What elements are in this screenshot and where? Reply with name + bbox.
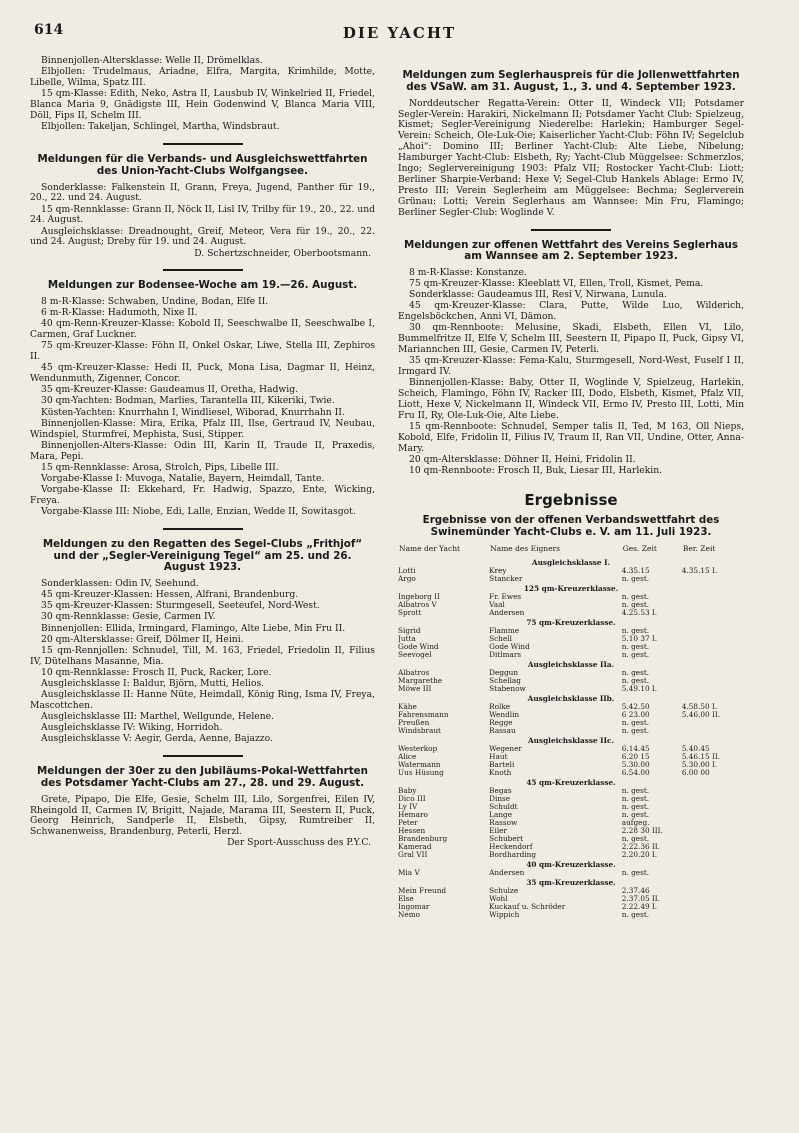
- paragraph: 8 m-R-Klasse: Schwaben, Undine, Bodan, Elfe II.: [41, 296, 269, 308]
- corrected-time-cell: [682, 835, 744, 843]
- class-heading: 35 qm-Kreuzerklasse.: [526, 877, 616, 887]
- table-row: [398, 851, 744, 859]
- paragraph: 15 qm-Rennjollen: Schnudel, Till, M. 163, Friedel, Friedolin II, Filius IV, Dütelhans Masanne, Mia.: [30, 644, 375, 667]
- paragraph: Ausgleichsklasse: Dreadnought, Greif, Meteor, Vera für 19., 20., 22. und 24. August; Dreby für 19. und 24. August.: [30, 225, 375, 248]
- paragraph: 45 qm-Kreuzer-Klasse: Hedi II, Puck, Mona Lisa, Dagmar II, Heinz, Wendunmuth, Zigenner, Concor.: [30, 362, 375, 385]
- total-time-cell: 6.54.00: [621, 768, 650, 777]
- results-table: [398, 544, 744, 919]
- yacht-name-cell: Fahrensmann: [398, 710, 449, 719]
- yacht-name-cell: Argo: [398, 574, 416, 583]
- corrected-time-cell: [682, 627, 744, 635]
- yacht-name-cell: Dico III: [398, 794, 426, 803]
- section-divider: [531, 229, 611, 231]
- total-time-cell: 2.22.49 I.: [621, 902, 658, 911]
- paragraph: Ausgleichsklasse I: Baldur, Björn, Mutti, Helios.: [41, 677, 265, 689]
- corrected-time-cell: [682, 787, 744, 795]
- yacht-name-cell: Lotti: [398, 566, 416, 575]
- table-row: [398, 719, 744, 727]
- class-heading-row: [398, 659, 744, 669]
- total-time-cell: n. gest.: [621, 834, 650, 843]
- total-time-cell: n. gest.: [621, 726, 650, 735]
- paragraph: 40 qm-Renn-Kreuzer-Klasse: Kobold II, Seeschwalbe II, Seeschwalbe I, Carmen, Graf Luckner.: [30, 318, 375, 341]
- owner-name-cell: Stancker: [489, 574, 523, 583]
- paragraph: 6 m-R-Klasse: Hadumoth, Nixe II.: [41, 307, 198, 319]
- yacht-name-cell: Albatros: [398, 668, 430, 677]
- owner-name-cell: Heckendorf: [489, 842, 533, 851]
- table-row: [398, 627, 744, 635]
- corrected-time-cell: [682, 895, 744, 903]
- owner-name-cell: Schell: [489, 634, 512, 643]
- owner-name-cell: Begas: [489, 786, 512, 795]
- corrected-time-cell: [682, 819, 744, 827]
- table-row: [398, 827, 744, 835]
- owner-name-cell: Krey: [489, 566, 507, 575]
- table-row: [398, 843, 744, 851]
- paragraph: Binnenjollen: Ellida, Irmingard, Flamingo, Alte Liebe, Min Fru II.: [41, 622, 346, 634]
- paragraph: Binnenjollen-Altersklasse: Welle II, Drömelklas.: [41, 55, 263, 66]
- class-heading: Ausgleichsklasse IIc.: [528, 735, 614, 745]
- paragraph: 10 qm-Rennboote: Frosch II, Buk, Liesar III, Harlekin.: [409, 465, 663, 477]
- class-heading: 45 qm-Kreuzerklasse.: [526, 777, 616, 787]
- owner-name-cell: Haut: [489, 752, 508, 761]
- table-row: [398, 895, 744, 903]
- total-time-cell: 2.22.36 II.: [621, 842, 661, 851]
- section-heading: Meldungen der 30er zu den Jubiläums-Pokal-Wettfahrten des Potsdamer Yacht-Clubs am 27., 28. und 29. August.: [37, 765, 368, 789]
- total-time-cell: n. gest.: [621, 668, 650, 677]
- paragraph: 75 qm-Kreuzer-Klasse: Kleeblatt VI, Ellen, Troll, Kismet, Pema.: [409, 278, 704, 290]
- owner-name-cell: Ditlmars: [489, 650, 522, 659]
- table-row: [398, 711, 744, 719]
- paragraph: Norddeutscher Regatta-Verein: Otter II, Windeck VII; Potsdamer Segler-Verein: Harakiri, Nickelmann II; Potsdamer Yacht Club: Spielzeug, Kismet; Segler-Vereinigung Niederelbe: Harlekin; Hamburger Segel-Verein: Scheich, Ole-Luk-Oie; Kaiserlicher Yacht-Club: Föhn IV; Segelclub „Ahoi“: Domino III; Berliner Yacht-Club: Alte Liebe, Nibelung; Hamburger Yacht-Club: Elsbeth, Ry; Yacht-Club Müggelsee: Schmerzlos, Ingo; Seglervereinigung 1903: Pfalz VII; Rostocker Yacht-Club: Liott; Berliner Sharpie-Verband: Hexe V; Segel-Club Hankels Ablage: Ermo IV, Presto III; Verein Seglerheim am Müggelsee: Bechma; Seglerverein Grünau: Lotti; Verein Seglerhaus am Wannsee: Min Fru, Flamingo; Berliner Segler-Club: Woglinde V.: [398, 97, 744, 218]
- column-header: Name der Yacht: [399, 543, 461, 553]
- corrected-time-cell: [682, 827, 744, 835]
- owner-name-cell: Regge: [489, 718, 513, 727]
- section-bodensee: [30, 280, 375, 517]
- total-time-cell: n. gest.: [621, 718, 650, 727]
- yacht-name-cell: Watermann: [398, 760, 441, 769]
- yacht-name-cell: Kähe: [398, 702, 417, 711]
- paragraph: Binnenjollen-Alters-Klasse: Odin III, Karin II, Traude II, Praxedis, Mara, Pepi.: [30, 439, 375, 462]
- top-entries: [30, 56, 375, 133]
- corrected-time-cell: [682, 669, 744, 677]
- results-section: [398, 491, 744, 919]
- table-row: [398, 651, 744, 659]
- owner-name-cell: Fr. Ewes: [489, 592, 522, 601]
- yacht-name-cell: Ingeborg II: [398, 592, 440, 601]
- table-row: [398, 601, 744, 609]
- owner-name-cell: Vaal: [489, 600, 505, 609]
- paragraph: 45 qm-Kreuzer-Klasse: Clara, Putte, Wilde Luo, Wilderich, Engelsböckchen, Anni VI, Dämon.: [398, 300, 744, 323]
- yacht-name-cell: Albatros V: [398, 600, 437, 609]
- table-row: [398, 677, 744, 685]
- total-time-cell: 2.37.46: [621, 886, 650, 895]
- table-row: [398, 803, 744, 811]
- corrected-time-cell: [682, 575, 744, 583]
- total-time-cell: n. gest.: [621, 642, 650, 651]
- yacht-name-cell: Peter: [398, 818, 418, 827]
- paragraph: 15 qm-Rennklasse: Arosa, Strolch, Pips, Libelle III.: [41, 461, 279, 473]
- paragraph: Vorgabe-Klasse II: Ekkehard, Fr. Hadwig, Spazzo, Ente, Wicking, Freya.: [30, 483, 375, 506]
- owner-name-cell: Andersen: [489, 868, 525, 877]
- owner-name-cell: Lange: [489, 810, 513, 819]
- owner-name-cell: Schulze: [489, 886, 519, 895]
- paragraph: 30 qm-Yachten: Bodman, Marlies, Tarantella III, Kikeriki, Twie.: [41, 395, 335, 407]
- total-time-cell: 5.30.00: [621, 760, 650, 769]
- class-heading: Ausgleichsklasse IIb.: [527, 693, 615, 703]
- paragraph: 30 qm-Rennboote: Melusine, Skadi, Elsbeth, Ellen VI, Lilo, Bummelfritze II, Elfe V, Schelm III, Seestern II, Pipapo II, Puck, Gipsy VI, Mariannchen III, Gesie, Carmen IV, Peterli.: [398, 322, 744, 356]
- total-time-cell: 5.10 37 I.: [621, 634, 658, 643]
- owner-name-cell: Schellag: [489, 676, 521, 685]
- section-frithjof-tegel: [30, 539, 375, 745]
- table-row: [398, 635, 744, 643]
- paragraph: Binnenjollen-Klasse: Mira, Erika, Pfalz III, Ilse, Gertraud IV, Neubau, Windspiel, Sturmfrei, Mephista, Susi, Stipper.: [30, 417, 375, 440]
- yacht-name-cell: Seevogel: [398, 650, 432, 659]
- yacht-name-cell: Hessen: [398, 826, 426, 835]
- table-row: [398, 811, 744, 819]
- yacht-name-cell: Möwe III: [398, 684, 432, 693]
- corrected-time-cell: [682, 887, 744, 895]
- class-heading-row: [398, 557, 744, 567]
- corrected-time-cell: [682, 651, 744, 659]
- corrected-time-cell: [682, 635, 744, 643]
- owner-name-cell: Rassau: [489, 726, 516, 735]
- corrected-time-cell: [682, 803, 744, 811]
- section-heading: Meldungen zu den Regatten des Segel-Clubs „Frithjof“ und der „Segler-Vereinigung Tegel“ am 25. und 26. August 1923.: [42, 537, 363, 574]
- paragraph: Ausgleichsklasse V: Aegir, Gerda, Aenne, Bajazzo.: [41, 733, 273, 745]
- owner-name-cell: Kuckauf u. Schröder: [489, 902, 566, 911]
- table-row: [398, 819, 744, 827]
- yacht-name-cell: Brandenburg: [398, 834, 448, 843]
- total-time-cell: n. gest.: [621, 592, 650, 601]
- total-time-cell: 6.14.45: [621, 744, 650, 753]
- corrected-time-cell: 4.35.15 I.: [681, 566, 718, 575]
- paragraph: Vorgabe-Klasse III: Niobe, Edi, Lalle, Enzian, Wedde II, Sowitasgot.: [41, 505, 356, 517]
- section-divider: [163, 528, 243, 530]
- total-time-cell: n. gest.: [621, 868, 650, 877]
- total-time-cell: n. gest.: [621, 626, 650, 635]
- class-heading: 75 qm-Kreuzerklasse.: [526, 617, 616, 627]
- owner-name-cell: Barteli: [489, 760, 515, 769]
- yacht-name-cell: Jutta: [398, 634, 416, 643]
- yacht-name-cell: Nemo: [398, 910, 421, 919]
- paragraph: Sonderklasse: Falkenstein II, Grann, Freya, Jugend, Panther für 19., 20., 22. und 24. August.: [30, 181, 375, 204]
- table-row: [398, 703, 744, 711]
- corrected-time-cell: [682, 609, 744, 617]
- total-time-cell: 4.35.15: [621, 566, 650, 575]
- total-time-cell: n. gest.: [621, 574, 650, 583]
- paragraph: Sonderklassen: Odin IV, Seehund.: [41, 578, 199, 590]
- yacht-name-cell: Else: [398, 894, 414, 903]
- column-header: Ber. Zeit: [682, 543, 716, 553]
- total-time-cell: 5.49.10 I.: [621, 684, 658, 693]
- table-row: [398, 643, 744, 651]
- class-heading: Ausgleichsklasse I.: [531, 557, 611, 567]
- total-time-cell: n. gest.: [621, 600, 650, 609]
- owner-name-cell: Eiler: [489, 826, 507, 835]
- total-time-cell: 6.20 15: [621, 752, 650, 761]
- total-time-cell: 2.37.05 II.: [621, 894, 661, 903]
- total-time-cell: 6 23.00: [621, 710, 650, 719]
- paragraph: Ausgleichsklasse II: Hanne Nüte, Heimdall, König Ring, Isma IV, Freya, Mascottchen.: [30, 688, 375, 711]
- section-heading: Meldungen für die Verbands- und Ausgleichswettfahrten des Union-Yacht-Clubs Wolfgangsee.: [37, 152, 368, 177]
- corrected-time-cell: [682, 601, 744, 609]
- column-header: Ges. Zeit: [622, 543, 657, 553]
- total-time-cell: n. gest.: [621, 786, 650, 795]
- paragraph: 30 qm-Rennklasse: Gesie, Carmen IV.: [41, 611, 216, 623]
- class-heading: 40 qm-Kreuzerklasse.: [526, 859, 616, 869]
- corrected-time-cell: [682, 593, 744, 601]
- total-time-cell: 4.25.53 I.: [621, 608, 658, 617]
- class-heading: 125 qm-Kreuzerklasse.: [523, 583, 619, 593]
- owner-name-cell: Schubert: [489, 834, 524, 843]
- total-time-cell: 2.20.20 I.: [621, 850, 658, 859]
- owner-name-cell: Wippich: [489, 910, 520, 919]
- paragraph: Binnenjollen-Klasse: Baby, Otter II, Woglinde V, Spielzeug, Harlekin, Scheich, Flamingo, Föhn IV, Racker III, Dodo, Elsbeth, Kismet, Pfalz VII, Liott, Hexe V, Nickelmann II, Windeck VII, Ermo IV, Presto III, Lotti, Min Fru II, Ry, Ole-Luk-Oie, Alte Liebe.: [398, 377, 744, 422]
- total-time-cell: aufgeg.: [621, 818, 650, 827]
- yacht-name-cell: Uus Hüsung: [398, 768, 444, 777]
- paragraph: 10 qm-Rennklasse: Frosch II, Puck, Racker, Lore.: [41, 666, 272, 678]
- section-wannsee: [398, 240, 744, 478]
- table-row: [398, 685, 744, 693]
- class-heading-row: [398, 877, 744, 887]
- table-row: [398, 761, 744, 769]
- yacht-name-cell: Hemaro: [398, 810, 428, 819]
- paragraph: 35 qm-Kreuzer-Klassen: Sturmgesell, Seeteufel, Nord-West.: [41, 600, 320, 612]
- section-heading: Meldungen zur offenen Wettfahrt des Vereins Seglerhaus am Wannsee am 2. September 1923.: [403, 238, 739, 263]
- owner-name-cell: Schuldt: [489, 802, 518, 811]
- owner-name-cell: Rassow: [489, 818, 518, 827]
- corrected-time-cell: [682, 851, 744, 859]
- section-seglerhauspreis: [398, 70, 744, 219]
- corrected-time-cell: [682, 911, 744, 919]
- page-number: 614: [34, 22, 64, 38]
- class-heading: Ausgleichsklasse IIa.: [527, 659, 615, 669]
- yacht-name-cell: Windsbraut: [398, 726, 441, 735]
- total-time-cell: 5.42.50: [621, 702, 650, 711]
- class-heading-row: [398, 859, 744, 869]
- owner-name-cell: Flamme: [489, 626, 520, 635]
- paragraph: Elbjollen: Takeljan, Schlingel, Martha, Windsbraut.: [41, 121, 280, 132]
- owner-name-cell: Knoth: [489, 768, 512, 777]
- section-potsdam-jubilee: [30, 766, 375, 849]
- yacht-name-cell: Margarethe: [398, 676, 443, 685]
- table-row: [398, 911, 744, 919]
- total-time-cell: 2.28 30 III.: [621, 826, 663, 835]
- table-row: [398, 795, 744, 803]
- table-row: [398, 745, 744, 753]
- owner-name-cell: Dinse: [489, 794, 511, 803]
- corrected-time-cell: [682, 643, 744, 651]
- section-heading: Meldungen zum Seglerhauspreis für die Jollenwettfahrten des VSaW. am 31. August, 1., 3. und 4. September 1923.: [402, 69, 740, 93]
- paragraph: Ausgleichsklasse III: Marthel, Wellgunde, Helene.: [41, 710, 274, 722]
- owner-name-cell: Andersen: [489, 608, 525, 617]
- table-row: [398, 575, 744, 583]
- paragraph: 20 qm-Altersklasse: Döhner II, Heini, Fridolin II.: [409, 454, 636, 466]
- yacht-name-cell: Westerkop: [398, 744, 438, 753]
- paragraph: Sonderklasse: Gaudeamus III, Resi V, Nirwana, Lunula.: [409, 289, 667, 301]
- owner-name-cell: Stabenow: [489, 684, 526, 693]
- table-row: [398, 835, 744, 843]
- paragraph: Küsten-Yachten: Knurrhahn I, Windliesel, Wiborad, Knurrhahn II.: [41, 406, 345, 418]
- yacht-name-cell: Ingomar: [398, 902, 430, 911]
- table-row: [398, 753, 744, 761]
- paragraph: 15 qm-Rennklasse: Grann II, Nöck II, Lisl IV, Trilby für 19., 20., 22. und 24. August.: [30, 203, 376, 226]
- total-time-cell: n. gest.: [621, 802, 650, 811]
- paragraph: 15 qm-Klasse: Edith, Neko, Astra II, Lausbub IV, Winkelried II, Friedel, Blanca Maria 9, Gnädigste III, Hein Godenwind V, Blanca Maria VIII, Döll, Fips II, Schelm III.: [30, 88, 375, 121]
- corrected-time-cell: [682, 685, 744, 693]
- total-time-cell: n. gest.: [621, 650, 650, 659]
- corrected-time-cell: [682, 843, 744, 851]
- table-row: [398, 787, 744, 795]
- corrected-time-cell: 5.46.15 II.: [681, 752, 721, 761]
- yacht-name-cell: Gode Wind: [398, 642, 439, 651]
- yacht-name-cell: Gral VII: [398, 850, 428, 859]
- total-time-cell: n. gest.: [621, 810, 650, 819]
- corrected-time-cell: [682, 719, 744, 727]
- corrected-time-cell: [682, 677, 744, 685]
- left-column: [30, 56, 375, 849]
- paragraph: Vorgabe-Klasse I: Muvoga, Natalie, Bayern, Heimdall, Tante.: [41, 472, 325, 484]
- yacht-name-cell: Sprott: [398, 608, 422, 617]
- table-row: [398, 903, 744, 911]
- results-header-row: [398, 544, 744, 557]
- paragraph: 35 qm-Kreuzer-Klasse: Gaudeamus II, Oretha, Hadwig.: [41, 384, 299, 396]
- owner-name-cell: Wohl: [489, 894, 508, 903]
- yacht-name-cell: Baby: [398, 786, 417, 795]
- corrected-time-cell: [682, 903, 744, 911]
- yacht-name-cell: Preußen: [398, 718, 430, 727]
- paragraph: 45 qm-Kreuzer-Klassen: Hessen, Alfrani, Brandenburg.: [41, 589, 299, 601]
- class-heading-row: [398, 693, 744, 703]
- table-row: [398, 887, 744, 895]
- owner-name-cell: Bordharding: [489, 850, 536, 859]
- results-body: [398, 557, 744, 919]
- owner-name-cell: Deggun: [489, 668, 519, 677]
- total-time-cell: n. gest.: [621, 910, 650, 919]
- running-head: DIE YACHT: [342, 24, 457, 42]
- corrected-time-cell: 4.58.50 I.: [681, 702, 718, 711]
- signature-line: D. Schertzschneider, Oberbootsmann.: [194, 247, 371, 259]
- paragraph: Elbjollen: Trudelmaus, Ariadne, Elfra, Margita, Krimhilde, Motte, Libelle, Wilma, Spatz III.: [30, 66, 375, 88]
- corrected-time-cell: 5.40.45: [681, 744, 710, 753]
- yacht-name-cell: Alice: [398, 752, 417, 761]
- class-heading-row: [398, 735, 744, 745]
- right-column: [398, 56, 744, 919]
- corrected-time-cell: [682, 727, 744, 735]
- paragraph: 35 qm-Kreuzer-Klasse: Fema-Kalu, Sturmgesell, Nord-West, Fuself I II, Irmgard IV.: [398, 355, 744, 378]
- section-divider: [163, 143, 243, 145]
- class-heading-row: [398, 583, 744, 593]
- table-row: [398, 769, 744, 777]
- paragraph: 20 qm-Altersklasse: Greif, Dölmer II, Heini.: [41, 633, 244, 645]
- owner-name-cell: Wendlin: [489, 710, 520, 719]
- paragraph: 8 m-R-Klasse: Konstanze.: [409, 267, 527, 279]
- owner-name-cell: Wegener: [489, 744, 522, 753]
- owner-name-cell: Gode Wind: [489, 642, 530, 651]
- results-heading: Ergebnisse von der offenen Verbandswettfahrt des Swinemünder Yacht-Clubs e. V. am 11. Juli 1923.: [422, 514, 720, 538]
- corrected-time-cell: 5.46.00 II.: [681, 710, 721, 719]
- paragraph: Grete, Pipapo, Die Elfe, Gesie, Schelm III, Lilo, Sorgenfrei, Eilen IV, Rheingold II, Carmen IV, Brigitt, Najade, Marama III, Seestern II, Puck, Georg Heinrich, Sandperle II, Elsbeth, Gipsy, Rumtreiber II, Schwanenweiss, Brandenburg, Peterli, Herzl.: [30, 793, 375, 838]
- class-heading-row: [398, 777, 744, 787]
- signature-line: Der Sport-Ausschuss des P.Y.C.: [227, 837, 371, 849]
- corrected-time-cell: 5.30.00 I.: [681, 760, 718, 769]
- table-row: [398, 567, 744, 575]
- section-divider: [163, 755, 243, 757]
- table-row: [398, 869, 744, 877]
- paragraph: 15 qm-Rennboote: Schnudel, Semper talis II, Ted, M 163, Oll Nieps, Kobold, Elfe, Fridolin II, Filius IV, Traum II, Ran VII, Undine, Otter, Anna-Mary.: [398, 421, 744, 454]
- yacht-name-cell: Mein Freund: [398, 886, 447, 895]
- column-header: Name des Eigners: [490, 543, 560, 553]
- section-divider: [163, 269, 243, 271]
- table-row: [398, 609, 744, 617]
- table-row: [398, 669, 744, 677]
- corrected-time-cell: [682, 811, 744, 819]
- yacht-name-cell: Ly IV: [398, 802, 418, 811]
- corrected-time-cell: [682, 795, 744, 803]
- section-heading: Meldungen zur Bodensee-Woche am 19.—26. August.: [47, 279, 358, 292]
- table-row: [398, 727, 744, 735]
- table-row: [398, 593, 744, 601]
- results-title: Ergebnisse: [524, 491, 618, 510]
- total-time-cell: n. gest.: [621, 794, 650, 803]
- yacht-name-cell: Kamerad: [398, 842, 432, 851]
- class-heading-row: [398, 617, 744, 627]
- yacht-name-cell: Sigrid: [398, 626, 421, 635]
- section-wolfgangsee: [30, 154, 375, 260]
- total-time-cell: n. gest.: [621, 676, 650, 685]
- paragraph: Ausgleichsklasse IV: Wiking, Horridoh.: [41, 722, 223, 733]
- corrected-time-cell: [682, 869, 744, 877]
- paragraph: 75 qm-Kreuzer-Klasse: Föhn II, Onkel Oskar, Liwe, Stella III, Zephiros II.: [30, 340, 375, 363]
- yacht-name-cell: Mia V: [398, 868, 420, 877]
- owner-name-cell: Rolke: [489, 702, 511, 711]
- corrected-time-cell: 6.00 00: [681, 768, 710, 777]
